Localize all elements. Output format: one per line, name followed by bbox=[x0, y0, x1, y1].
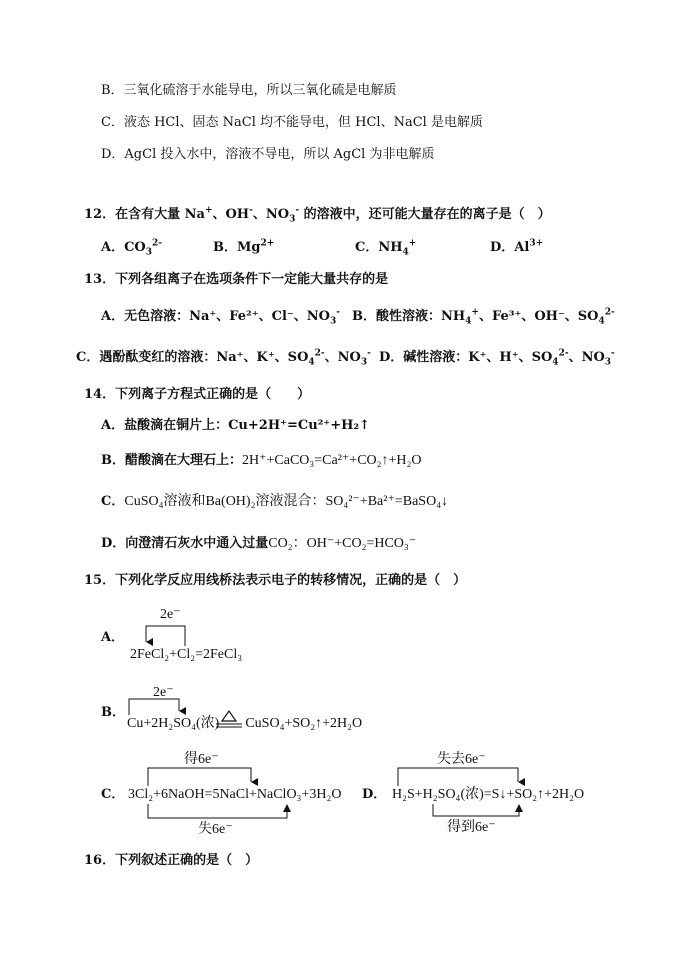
q13-option-c: C．遇酚酞变红的溶液：Na⁺、K⁺、$SO_4^{2-}$、$NO_3^-$ bbox=[76, 348, 371, 368]
q12-stem-part1: 12．在含有大量 Na bbox=[84, 207, 205, 222]
q12-stem-part3: 、NO bbox=[252, 207, 290, 222]
q12-option-b-text: B．Mg bbox=[213, 240, 261, 255]
q14-option-a: A．盐酸滴在铜片上：Cu+2H⁺=Cu²⁺+H₂↑ bbox=[101, 418, 370, 433]
q11-option-b: B．三氧化硫溶于水能导电，所以三氧化硫是电解质 bbox=[101, 83, 397, 98]
q14-option-d-label: D．向澄清石灰水中通入过量 bbox=[101, 536, 269, 551]
q15-stem: 15．下列化学反应用线桥法表示电子的转移情况，正确的是（ ） bbox=[84, 573, 467, 588]
q14-option-c-equation: SO₄²⁻+Ba²⁺=BaSO₄↓ bbox=[325, 494, 449, 509]
q12-stem-part4: 的溶液中，还可能大量存在的离子是（ ） bbox=[299, 207, 551, 222]
q13-option-b-rest: 、Fe³⁺、OH⁻、SO bbox=[478, 309, 599, 324]
q11-option-d: D．AgCl 投入水中，溶液不导电，所以 AgCl 为非电解质 bbox=[101, 147, 435, 162]
q13-option-b-text: B．酸性溶液：NH bbox=[352, 309, 466, 324]
q12-option-a: A．$CO_3^{2-}$ bbox=[101, 238, 163, 258]
q14-option-c-reagents: CuSO₄溶液和Ba(OH)₂溶液混合： bbox=[124, 494, 326, 509]
q12-stem-part2: 、OH bbox=[212, 207, 250, 222]
heat-triangle-icon bbox=[216, 711, 242, 727]
q15-option-a-label: A． bbox=[101, 630, 125, 645]
q15-option-c-gain: 得6e⁻ bbox=[184, 752, 219, 767]
q13-option-c-rest: 、NO bbox=[324, 350, 361, 365]
q13-option-a: A．无色溶液：Na⁺、Fe²⁺、Cl⁻、$NO_3^-$ bbox=[101, 307, 340, 327]
q13-option-d: D．碱性溶液：K⁺、H⁺、$SO_4^{2-}$、$NO_3^-$ bbox=[379, 348, 615, 368]
q14-option-b-label: B．醋酸滴在大理石上： bbox=[101, 453, 242, 468]
q15-b-bridge bbox=[129, 699, 179, 715]
q15-option-b-reactants: Cu+2H₂SO₄(浓) bbox=[127, 716, 220, 731]
q15-option-d-gain: 得到6e⁻ bbox=[447, 820, 496, 835]
q13-option-b: B．酸性溶液：$NH_4^+$、Fe³⁺、OH⁻、$SO_4^{2-}$ bbox=[352, 307, 615, 327]
q13-stem: 13．下列各组离子在选项条件下一定能大量共存的是 bbox=[84, 272, 389, 287]
q15-option-c-loss: 失6e⁻ bbox=[198, 822, 233, 837]
q13-option-d-rest: 、NO bbox=[568, 350, 605, 365]
q15-option-b-label: B． bbox=[101, 705, 125, 720]
q12-option-b: B．$Mg^{2+}$ bbox=[213, 238, 275, 255]
q15-option-d-label: D． bbox=[362, 787, 387, 802]
q12-option-d: D．$Al^{3+}$ bbox=[490, 238, 544, 255]
q14-stem: 14．下列离子方程式正确的是（ ） bbox=[84, 387, 311, 402]
q15-d-bridges bbox=[398, 768, 523, 816]
q15-option-c-label: C． bbox=[101, 787, 125, 802]
q12-stem: 12．在含有大量 Na+、OH-、$NO_3^-$ 的溶液中，还可能大量存在的离子是（ ） bbox=[84, 205, 551, 225]
q11-option-c: C．液态 HCl、固态 NaCl 均不能导电，但 HCl、NaCl 是电解质 bbox=[101, 115, 483, 130]
q13-option-c-text: C．遇酚酞变红的溶液：Na⁺、K⁺、SO bbox=[76, 350, 309, 365]
q12-option-a-text: A．CO bbox=[101, 240, 146, 255]
q15-option-d-equation: H₂S+H₂SO₄(浓)=S↓+SO₂↑+2H₂O bbox=[392, 787, 585, 802]
q12-option-c-text: C．NH bbox=[355, 240, 403, 255]
q16-stem: 16．下列叙述正确的是（ ） bbox=[84, 853, 259, 868]
q15-option-d-loss: 失去6e⁻ bbox=[437, 752, 486, 767]
q15-option-b-products: CuSO₄+SO₂↑+2H₂O bbox=[245, 716, 363, 731]
q14-option-b-equation: 2H⁺+CaCO₃=Ca²⁺+CO₂↑+H₂O bbox=[242, 453, 422, 468]
q15-option-a-electrons: 2e⁻ bbox=[160, 607, 181, 622]
q13-option-d-text: D．碱性溶液：K⁺、H⁺、SO bbox=[379, 350, 553, 365]
q15-a-bridge bbox=[146, 626, 185, 646]
q12-option-d-text: D．Al bbox=[490, 240, 530, 255]
q15-option-c-equation: 3Cl₂+6NaOH=5NaCl+NaClO₃+3H₂O bbox=[128, 787, 342, 802]
q13-option-a-text: A．无色溶液：Na⁺、Fe²⁺、Cl⁻、NO bbox=[101, 309, 330, 324]
q15-option-b-electrons: 2e⁻ bbox=[153, 685, 174, 700]
q14-option-c-label: C． bbox=[101, 494, 125, 509]
q14-option-d-co2: CO₂ bbox=[268, 536, 293, 551]
q15-c-bridges bbox=[148, 768, 291, 818]
q12-option-c: C．$NH_4^+$ bbox=[355, 238, 417, 258]
q14-option-d-equation: ：OH⁻+CO₂=HCO₃⁻ bbox=[292, 536, 417, 551]
q15-option-a-equation: 2FeCl₂+Cl₂=2FeCl₃ bbox=[130, 647, 243, 662]
